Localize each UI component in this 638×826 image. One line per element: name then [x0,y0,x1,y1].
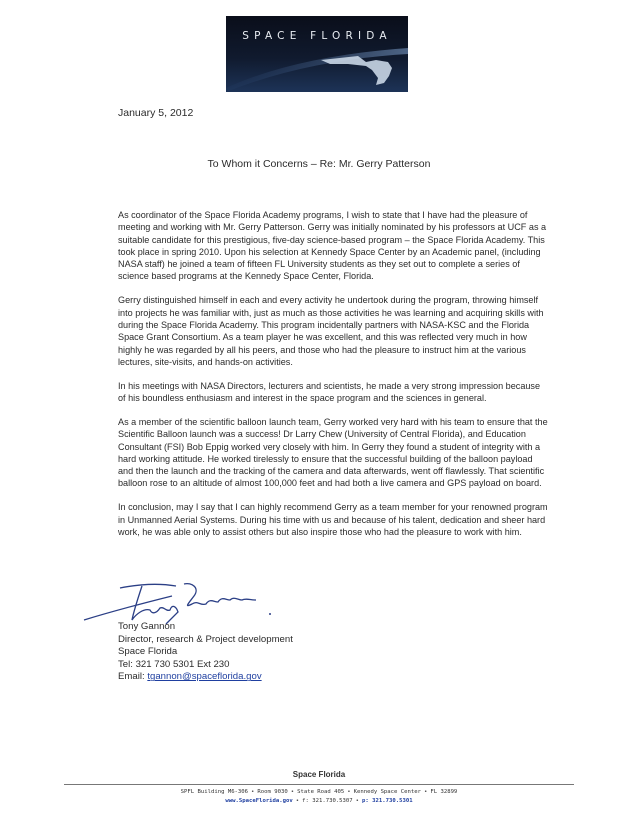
body-paragraph: As coordinator of the Space Florida Academy programs, I wish to state that I have had the pleasure of meeting and working with Mr. Gerry Patterson. Gerry was initially nominated by his professors at UCF as a suitable candidate for this prestigious, five-day science-based program – the Space Florida Academy. This took place in spring 2010. Upon his selection at Kennedy Space Center by an Academic panel, (including NASA staff) he joined a team of fifteen FL University students as they set out to complete a series of science based programs at the Kennedy Space Center, Florida. [118,210,547,282]
letterhead-logo [226,16,408,92]
footer-website-link[interactable]: www.SpaceFlorida.gov [225,798,293,804]
email-label: Email: [118,671,148,683]
footer-divider [64,784,574,785]
signatory-name: Tony Gannon [118,621,176,632]
footer-contact: www.SpaceFlorida.gov • f: 321.730.5307 • p: 321.730.5301 [225,798,413,804]
footer-address-part: FL 32899 [430,789,458,795]
footer-fax: f: 321.730.5307 [302,798,353,804]
signatory-email-line [118,671,293,684]
footer-address-part: Kennedy Space Center [353,789,421,795]
footer-title: Space Florida [292,770,346,779]
footer-address-part: SPFL Building M6-306 [180,789,249,795]
footer-address-part: Room 9030 [257,789,288,795]
body-paragraph: Gerry distinguished himself in each and every activity he undertook during the program, throwing himself into projects he was familiar with, just as much as those activities he was learning and acquiring skills with during the Space Florida Academy. This program incidentally partners with NASA-KSC and the Florida Space Grant Consortium. As a team player he was excellent, and this was reflected very much in how highly he was regarded by all his peers, and those who had the pleasure to instruct him at the various lectures, site-visits, and hands-on activities. [118,295,544,367]
footer-address-part: State Road 405 [297,789,345,795]
handwritten-signature [80,578,280,626]
signatory-title: Director, research & Project development [118,633,293,645]
signature-block [118,621,293,684]
signatory-tel: Tel: 321 730 5301 Ext 230 [118,658,230,670]
letter-subject: To Whom it Concerns – Re: Mr. Gerry Patterson [207,158,431,170]
brand-wordmark: SPACE FLORIDA [242,30,392,42]
body-paragraph: In his meetings with NASA Directors, lecturers and scientists, he made a very strong impression because of his boundless enthusiasm and interest in the space program and the sciences in general. [118,380,541,404]
letter-body [118,209,550,550]
body-paragraph: As a member of the scientific balloon launch team, Gerry worked very hard with his team to ensure that the Scientific Balloon launch was a success! Dr Larry Chew (University of Central Florida), and Education Consultant (FSI) Bob Eppig worked very closely with him. In Gerry they found a student of integrity with a hard working attitude. He worked tirelessly to ensure that the successful building of the balloon payload and then the launch and the tracking of the camera and data afterwards, went off flawlessly. That scientific balloon rose to an altitude of almost 100,000 feet and had both a live camera and GPS payload on board. [118,416,548,489]
florida-map-icon [226,16,408,92]
body-paragraph: In conclusion, may I say that I can highly recommend Gerry as a team member for your renowned program in Unmanned Aerial Systems. During his time with us and because of his talent, dedication and sheer hard work, he was able only to assist others but also inspire those who had the pleasure to work with him. [118,502,548,537]
footer-address: SPFL Building M6-306 • Room 9030 • State Road 405 • Kennedy Space Center • FL 32899 [180,789,458,795]
letter-date: January 5, 2012 [118,107,194,119]
signatory-org: Space Florida [118,646,178,658]
footer-phone: p: 321.730.5301 [362,798,413,804]
email-link[interactable]: tgannon@spaceflorida.gov [147,671,262,683]
